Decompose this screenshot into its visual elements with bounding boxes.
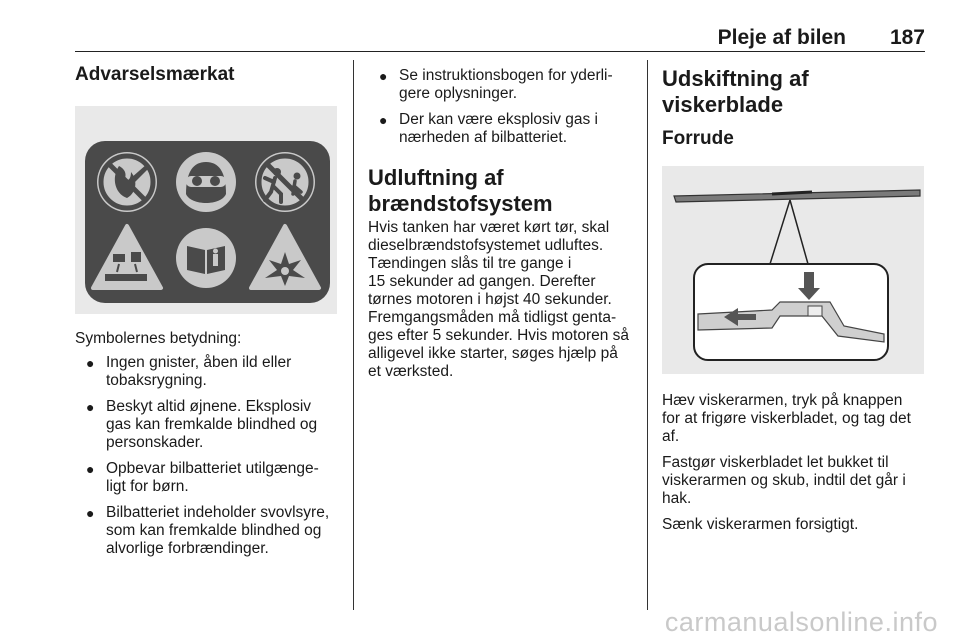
symbols-list-continued <box>368 67 640 147</box>
warning-label-illustration <box>75 106 337 314</box>
keep-away-children-icon <box>255 152 315 212</box>
symbols-intro: Symbolernes betydning: <box>75 330 242 347</box>
wiper-figure <box>662 166 924 374</box>
column-1 <box>75 64 345 566</box>
eye-protection-icon <box>176 152 236 212</box>
watermark: carmanualsonline.info <box>664 607 938 637</box>
list-item: ● Bilbatteriet indeholder svovlsyre, som kan fremkalde blindhed og alvorlige forbrændinger. <box>86 504 330 557</box>
fuel-system-heading: Udluftning af brændstofsystem <box>368 165 553 216</box>
column-divider-2 <box>647 60 648 610</box>
wiper-step-3: Sænk viskerarmen forsigtigt. <box>662 516 859 533</box>
windscreen-subheading: Forrude <box>662 128 734 149</box>
header-rule <box>75 51 925 52</box>
list-item: ● Beskyt altid øjnene. Eksplosiv gas kan fremkalde blindhed og personskader. <box>86 398 318 451</box>
warning-label-figure <box>75 106 337 314</box>
list-item: ● Opbevar bilbatteriet utilgænge- ligt for børn. <box>86 460 319 495</box>
wiper-step-2: Fastgør viskerbladet let bukket til viskerarmen og skub, indtil det går i hak. <box>662 454 906 507</box>
page-number: 187 <box>889 26 925 49</box>
section-title: Pleje af bilen <box>717 26 846 49</box>
no-fire-icon <box>97 152 157 212</box>
column-3 <box>662 66 926 542</box>
page-header <box>75 0 925 48</box>
column-2 <box>368 67 640 389</box>
column-divider-1 <box>353 60 354 610</box>
read-manual-icon <box>176 228 236 288</box>
symbols-list <box>75 354 345 558</box>
fuel-system-text: Hvis tanken har været kørt tør, skal dieselbrændstofsystemet udluftes. Tændingen slås til tre gange i 15 sekunder ad gangen. Derefter tørnes motoren i højst 40 sekunder. Fremgangsmåden må tidligst genta- ges efter 5 sekunder. Hvis motoren så alligevel ikke starter, søges hjælp på et værksted. <box>368 219 630 380</box>
list-item: ● Se instruktionsbogen for yderli- gere oplysninger. <box>379 67 613 102</box>
list-item: ● Der kan være eksplosiv gas i nærheden af bilbatteriet. <box>379 111 598 146</box>
wiper-step-1: Hæv viskerarmen, tryk på knappen for at frigøre viskerbladet, og tag det af. <box>662 392 911 445</box>
wiper-illustration <box>662 166 924 374</box>
list-item: ● Ingen gnister, åben ild eller tobaksrygning. <box>86 354 292 389</box>
warning-label-heading: Advarselsmærkat <box>75 64 235 85</box>
wiper-heading: Udskiftning af viskerblade <box>662 66 809 117</box>
